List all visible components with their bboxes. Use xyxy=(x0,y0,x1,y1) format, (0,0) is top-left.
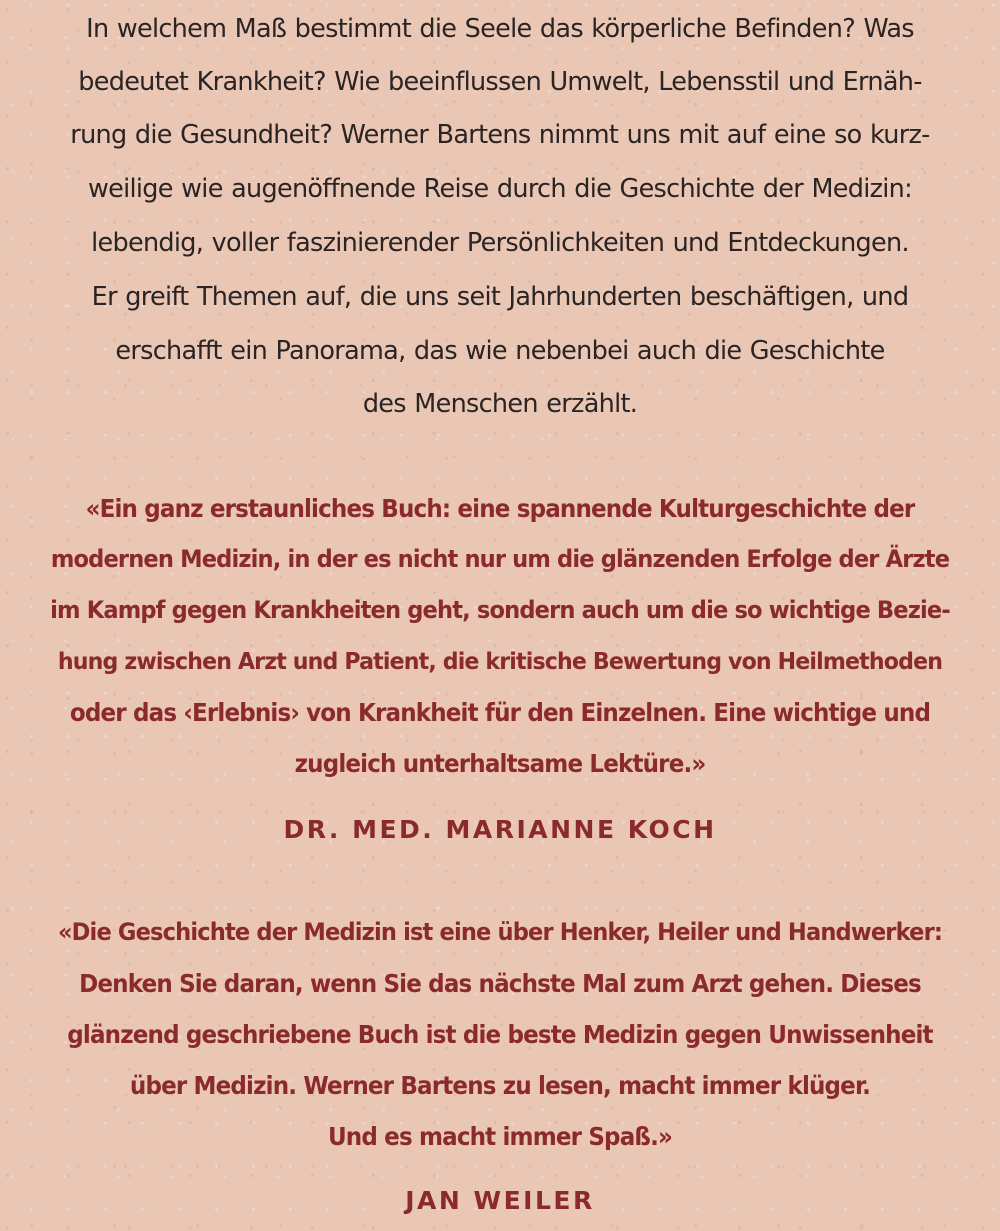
quote-line: zugleich unterhaltsame Lektüre.» xyxy=(294,749,706,778)
quote-line: Denken Sie daran, wenn Sie das nächste Mal zum Arzt gehen. Dieses xyxy=(79,969,921,998)
quote-author: JAN WEILER xyxy=(405,1186,595,1215)
quote-line: oder das ‹Erlebnis› von Krankheit für den Einzelnen. Eine wichtige und xyxy=(69,698,931,727)
blurb-line: In welchem Maß bestimmt die Seele das körperliche Befinden? Was xyxy=(86,14,914,44)
blurb-line: erschafft ein Panorama, das wie nebenbei auch die Geschichte xyxy=(115,336,885,366)
quote-author: DR. MED. MARIANNE KOCH xyxy=(283,815,717,844)
blurb-line: weilige wie augenöffnende Reise durch die Geschichte der Medizin: xyxy=(87,174,913,204)
quote-line: im Kampf gegen Krankheiten geht, sondern auch um die so wichtige Bezie- xyxy=(50,596,950,624)
blurb-line: Er greift Themen auf, die uns seit Jahrhunderten beschäftigen, und xyxy=(91,282,909,312)
blurb-line: des Menschen erzählt. xyxy=(362,389,638,419)
quote-line: modernen Medizin, in der es nicht nur um die glänzenden Erfolge der Ärzte xyxy=(50,545,950,573)
quote-line: glänzend geschriebene Buch ist die beste Medizin gegen Unwissenheit xyxy=(67,1020,933,1049)
quote-line: über Medizin. Werner Bartens zu lesen, macht immer klüger. xyxy=(129,1071,871,1100)
blurb-line: rung die Gesundheit? Werner Bartens nimmt uns mit auf eine so kurz- xyxy=(70,120,930,150)
blurb-line: lebendig, voller faszinierender Persönlichkeiten und Entdeckungen. xyxy=(91,228,909,258)
quote-line: hung zwischen Arzt und Patient, die kritische Bewertung von Heilmethoden xyxy=(57,647,943,675)
quote-line: «Ein ganz erstaunliches Buch: eine spannende Kulturgeschichte der xyxy=(85,494,915,523)
quote-line: Und es macht immer Spaß.» xyxy=(327,1122,673,1151)
blurb-line: bedeutet Krankheit? Wie beeinflussen Umwelt, Lebensstil und Ernäh- xyxy=(78,67,922,97)
quote-line: «Die Geschichte der Medizin ist eine über Henker, Heiler und Handwerker: xyxy=(57,918,943,946)
